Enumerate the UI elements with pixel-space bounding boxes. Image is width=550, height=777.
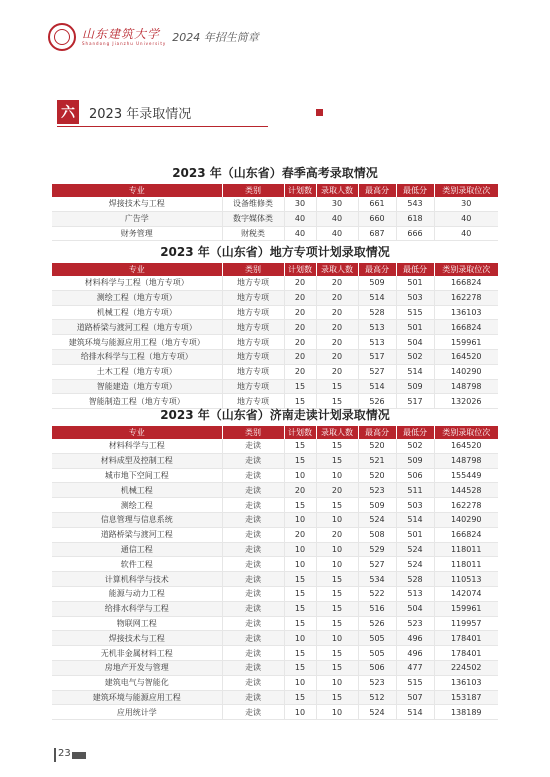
table-cell: 15	[284, 439, 316, 453]
table-cell: 508	[358, 527, 396, 542]
table-header-row	[52, 184, 498, 197]
table-cell: 514	[396, 705, 434, 720]
table-cell: 528	[358, 305, 396, 320]
table-cell: 15	[284, 586, 316, 601]
table-cell: 10	[284, 542, 316, 557]
table-row	[52, 290, 498, 305]
table-cell: 15	[284, 616, 316, 631]
table-cell: 496	[396, 631, 434, 646]
table-row	[52, 335, 498, 350]
table-cell: 505	[358, 631, 396, 646]
table-cell: 信息管理与信息系统	[52, 512, 222, 527]
table-cell: 地方专项	[222, 320, 284, 335]
table2-title: 2023 年（山东省）地方专项计划录取情况	[160, 245, 390, 259]
table-cell: 走读	[222, 512, 284, 527]
table-cell: 测绘工程（地方专项）	[52, 290, 222, 305]
table-cell: 走读	[222, 439, 284, 453]
table-row	[52, 527, 498, 542]
section-square-icon	[316, 109, 323, 116]
table-cell: 无机非金属材料工程	[52, 646, 222, 661]
table-cell: 666	[396, 226, 434, 241]
table-cell: 110513	[434, 572, 498, 587]
table-cell: 走读	[222, 616, 284, 631]
table-cell: 走读	[222, 646, 284, 661]
table-cell: 20	[284, 276, 316, 290]
table-cell: 15	[316, 498, 358, 513]
table-row	[52, 705, 498, 720]
table-cell: 20	[316, 305, 358, 320]
table-cell: 527	[358, 557, 396, 572]
column-header: 录取人数	[316, 184, 358, 197]
table-cell: 148798	[434, 379, 498, 394]
table-cell: 15	[316, 586, 358, 601]
table-cell: 506	[358, 660, 396, 675]
table-cell: 501	[396, 320, 434, 335]
table-cell: 软件工程	[52, 557, 222, 572]
table-cell: 15	[284, 601, 316, 616]
table-cell: 30	[434, 197, 498, 211]
table-cell: 20	[284, 483, 316, 498]
table-cell: 地方专项	[222, 290, 284, 305]
table-cell: 506	[396, 468, 434, 483]
table-cell: 15	[316, 572, 358, 587]
table-cell: 140290	[434, 364, 498, 379]
table-cell: 走读	[222, 631, 284, 646]
table3-title: 2023 年（山东省）济南走读计划录取情况	[160, 408, 390, 422]
jinan-commute-table	[52, 426, 498, 720]
table-cell: 材料科学与工程	[52, 439, 222, 453]
table-row	[52, 379, 498, 394]
table-cell: 513	[358, 335, 396, 350]
table-row	[52, 211, 498, 226]
table-cell: 地方专项	[222, 305, 284, 320]
table-cell: 687	[358, 226, 396, 241]
table-cell: 15	[316, 453, 358, 468]
table-cell: 164520	[434, 439, 498, 453]
table-cell: 509	[358, 276, 396, 290]
table-cell: 496	[396, 646, 434, 661]
table-row	[52, 349, 498, 364]
table-row	[52, 276, 498, 290]
table-cell: 166824	[434, 276, 498, 290]
table-cell: 509	[396, 453, 434, 468]
table-cell: 520	[358, 439, 396, 453]
column-header: 录取人数	[316, 426, 358, 439]
table-cell: 660	[358, 211, 396, 226]
table-row	[52, 542, 498, 557]
table-cell: 机械工程	[52, 483, 222, 498]
table-cell: 40	[434, 211, 498, 226]
table-cell: 材料科学与工程（地方专项）	[52, 276, 222, 290]
table-row	[52, 572, 498, 587]
table-cell: 走读	[222, 660, 284, 675]
table-cell: 数字媒体类	[222, 211, 284, 226]
table-cell: 20	[316, 335, 358, 350]
table-cell: 走读	[222, 468, 284, 483]
table-cell: 15	[284, 690, 316, 705]
column-header: 类别录取位次	[434, 184, 498, 197]
table-cell: 528	[396, 572, 434, 587]
table-cell: 地方专项	[222, 364, 284, 379]
logo-english: Shandong Jianzhu University	[82, 41, 167, 46]
table-cell: 地方专项	[222, 276, 284, 290]
table-cell: 20	[284, 305, 316, 320]
table-cell: 40	[316, 211, 358, 226]
table-cell: 517	[358, 349, 396, 364]
column-header: 录取人数	[316, 263, 358, 276]
table-cell: 建筑环境与能源应用工程（地方专项）	[52, 335, 222, 350]
table-cell: 514	[396, 364, 434, 379]
table-cell: 30	[316, 197, 358, 211]
table-cell: 178401	[434, 631, 498, 646]
table-cell: 10	[316, 705, 358, 720]
table-cell: 建筑环境与能源应用工程	[52, 690, 222, 705]
table-cell: 20	[316, 364, 358, 379]
table-cell: 526	[358, 616, 396, 631]
table-cell: 给排水科学与工程	[52, 601, 222, 616]
table-cell: 527	[358, 364, 396, 379]
table-cell: 10	[316, 631, 358, 646]
table-cell: 224502	[434, 660, 498, 675]
section-title: 2023 年录取情况	[89, 106, 192, 122]
table-row	[52, 646, 498, 661]
table-cell: 517	[396, 394, 434, 409]
column-header: 类别	[222, 426, 284, 439]
table-cell: 15	[284, 453, 316, 468]
table-cell: 504	[396, 601, 434, 616]
table-cell: 40	[284, 211, 316, 226]
university-seal-icon	[48, 23, 76, 51]
table-cell: 20	[284, 320, 316, 335]
table-cell: 20	[316, 320, 358, 335]
table-cell: 10	[284, 675, 316, 690]
table-cell: 15	[316, 439, 358, 453]
table-cell: 534	[358, 572, 396, 587]
table-row	[52, 616, 498, 631]
table-cell: 走读	[222, 705, 284, 720]
table-cell: 136103	[434, 675, 498, 690]
table-cell: 应用统计学	[52, 705, 222, 720]
table-cell: 走读	[222, 498, 284, 513]
footer-bar	[54, 748, 56, 762]
table-cell: 514	[358, 290, 396, 305]
table-row	[52, 498, 498, 513]
column-header: 最高分	[358, 184, 396, 197]
table-cell: 20	[316, 276, 358, 290]
table-cell: 15	[316, 379, 358, 394]
table-cell: 503	[396, 498, 434, 513]
table-cell: 地方专项	[222, 335, 284, 350]
header-title: 2024 年招生简章	[172, 31, 259, 44]
table-cell: 物联网工程	[52, 616, 222, 631]
footer-block	[72, 752, 86, 759]
table-header-row	[52, 263, 498, 276]
table-row	[52, 197, 498, 211]
table-cell: 10	[284, 631, 316, 646]
table-cell: 509	[358, 498, 396, 513]
table-cell: 523	[396, 616, 434, 631]
table-cell: 618	[396, 211, 434, 226]
table-cell: 509	[396, 379, 434, 394]
table-cell: 524	[358, 705, 396, 720]
table-cell: 20	[284, 335, 316, 350]
table-row	[52, 364, 498, 379]
table-cell: 513	[358, 320, 396, 335]
table-cell: 道路桥梁与渡河工程	[52, 527, 222, 542]
table-cell: 10	[284, 512, 316, 527]
column-header: 最高分	[358, 426, 396, 439]
table-cell: 502	[396, 439, 434, 453]
table-cell: 166824	[434, 527, 498, 542]
table-cell: 522	[358, 586, 396, 601]
table-cell: 20	[284, 290, 316, 305]
table-cell: 15	[316, 690, 358, 705]
table-cell: 15	[316, 601, 358, 616]
table-cell: 财务管理	[52, 226, 222, 241]
column-header: 最低分	[396, 184, 434, 197]
table-cell: 走读	[222, 675, 284, 690]
table-cell: 142074	[434, 586, 498, 601]
table-cell: 15	[284, 660, 316, 675]
table-cell: 走读	[222, 557, 284, 572]
table-cell: 504	[396, 335, 434, 350]
table-cell: 526	[358, 394, 396, 409]
table-cell: 507	[396, 690, 434, 705]
table-cell: 118011	[434, 542, 498, 557]
table-cell: 477	[396, 660, 434, 675]
table-cell: 20	[284, 364, 316, 379]
column-header: 最高分	[358, 263, 396, 276]
table-cell: 524	[396, 542, 434, 557]
table-cell: 162278	[434, 290, 498, 305]
table-cell: 15	[284, 572, 316, 587]
table-cell: 建筑电气与智能化	[52, 675, 222, 690]
table-cell: 智能制造工程（地方专项）	[52, 394, 222, 409]
table-cell: 走读	[222, 453, 284, 468]
table-cell: 焊接技术与工程	[52, 197, 222, 211]
table-cell: 20	[284, 349, 316, 364]
table-cell: 材料成型及控制工程	[52, 453, 222, 468]
table-cell: 走读	[222, 572, 284, 587]
column-header: 类别录取位次	[434, 263, 498, 276]
table-cell: 15	[316, 646, 358, 661]
column-header: 计划数	[284, 426, 316, 439]
logo-chinese: 山东建筑大学	[82, 27, 161, 41]
table-row	[52, 453, 498, 468]
table-cell: 543	[396, 197, 434, 211]
table-cell: 走读	[222, 690, 284, 705]
table-cell: 529	[358, 542, 396, 557]
table-cell: 515	[396, 305, 434, 320]
table-cell: 给排水科学与工程（地方专项）	[52, 349, 222, 364]
table-cell: 15	[316, 616, 358, 631]
page-header	[48, 22, 259, 52]
table-cell: 40	[434, 226, 498, 241]
table-cell: 15	[316, 660, 358, 675]
table-cell: 501	[396, 527, 434, 542]
section-heading	[57, 100, 267, 124]
table-row	[52, 690, 498, 705]
table-cell: 514	[358, 379, 396, 394]
table1-title: 2023 年（山东省）春季高考录取情况	[172, 166, 378, 180]
table-cell: 10	[316, 468, 358, 483]
table-row	[52, 439, 498, 453]
table-row	[52, 305, 498, 320]
table-row	[52, 660, 498, 675]
table-cell: 30	[284, 197, 316, 211]
university-logo	[82, 28, 166, 46]
table-cell: 土木工程（地方专项）	[52, 364, 222, 379]
table-cell: 焊接技术与工程	[52, 631, 222, 646]
column-header: 专业	[52, 184, 222, 197]
table-cell: 162278	[434, 498, 498, 513]
table-cell: 521	[358, 453, 396, 468]
table-cell: 511	[396, 483, 434, 498]
table-cell: 20	[316, 483, 358, 498]
table-row	[52, 468, 498, 483]
table-cell: 走读	[222, 483, 284, 498]
table-cell: 503	[396, 290, 434, 305]
column-header: 类别	[222, 263, 284, 276]
table-cell: 505	[358, 646, 396, 661]
table-cell: 机械工程（地方专项）	[52, 305, 222, 320]
page-number: 23	[58, 748, 71, 759]
table-cell: 140290	[434, 512, 498, 527]
table-cell: 20	[316, 527, 358, 542]
table-cell: 524	[358, 512, 396, 527]
table-cell: 502	[396, 349, 434, 364]
column-header: 计划数	[284, 184, 316, 197]
spring-exam-table	[52, 184, 498, 241]
column-header: 专业	[52, 263, 222, 276]
table-cell: 523	[358, 675, 396, 690]
table-cell: 10	[316, 512, 358, 527]
table-cell: 20	[316, 290, 358, 305]
section-divider	[57, 126, 268, 127]
table-cell: 661	[358, 197, 396, 211]
table-cell: 房地产开发与管理	[52, 660, 222, 675]
table-row	[52, 631, 498, 646]
table-cell: 10	[284, 468, 316, 483]
table-row	[52, 226, 498, 241]
table-row	[52, 586, 498, 601]
table-cell: 10	[316, 675, 358, 690]
table-cell: 20	[316, 349, 358, 364]
table-cell: 516	[358, 601, 396, 616]
table-cell: 159961	[434, 601, 498, 616]
table-row	[52, 557, 498, 572]
table-cell: 501	[396, 276, 434, 290]
column-header: 计划数	[284, 263, 316, 276]
table-cell: 144528	[434, 483, 498, 498]
table-header-row	[52, 426, 498, 439]
table-cell: 118011	[434, 557, 498, 572]
table-cell: 15	[284, 646, 316, 661]
table-cell: 153187	[434, 690, 498, 705]
table-cell: 136103	[434, 305, 498, 320]
table-row	[52, 601, 498, 616]
table-row	[52, 675, 498, 690]
table-cell: 广告学	[52, 211, 222, 226]
table-cell: 155449	[434, 468, 498, 483]
table-cell: 15	[284, 379, 316, 394]
table-cell: 523	[358, 483, 396, 498]
table-cell: 515	[396, 675, 434, 690]
table-cell: 走读	[222, 542, 284, 557]
table-cell: 10	[284, 705, 316, 720]
table-cell: 512	[358, 690, 396, 705]
table-row	[52, 512, 498, 527]
table-cell: 513	[396, 586, 434, 601]
table-cell: 能源与动力工程	[52, 586, 222, 601]
table-cell: 159961	[434, 335, 498, 350]
table-cell: 道路桥梁与渡河工程（地方专项）	[52, 320, 222, 335]
table-cell: 城市地下空间工程	[52, 468, 222, 483]
table-cell: 走读	[222, 527, 284, 542]
table-cell: 40	[316, 226, 358, 241]
table-cell: 地方专项	[222, 349, 284, 364]
table-cell: 138189	[434, 705, 498, 720]
table-cell: 地方专项	[222, 394, 284, 409]
table-cell: 40	[284, 226, 316, 241]
table-cell: 520	[358, 468, 396, 483]
table-cell: 设备维修类	[222, 197, 284, 211]
table-cell: 15	[316, 394, 358, 409]
table-cell: 智能建造（地方专项）	[52, 379, 222, 394]
table-row	[52, 483, 498, 498]
table-cell: 地方专项	[222, 379, 284, 394]
table-cell: 财税类	[222, 226, 284, 241]
table-cell: 514	[396, 512, 434, 527]
table-cell: 178401	[434, 646, 498, 661]
table-cell: 10	[316, 542, 358, 557]
table-cell: 20	[284, 527, 316, 542]
table-row	[52, 320, 498, 335]
column-header: 类别录取位次	[434, 426, 498, 439]
table-cell: 164520	[434, 349, 498, 364]
local-special-table	[52, 263, 498, 409]
table-cell: 166824	[434, 320, 498, 335]
column-header: 类别	[222, 184, 284, 197]
column-header: 专业	[52, 426, 222, 439]
table-cell: 524	[396, 557, 434, 572]
section-badge: 六	[57, 100, 79, 124]
table-cell: 148798	[434, 453, 498, 468]
column-header: 最低分	[396, 263, 434, 276]
table-cell: 15	[284, 498, 316, 513]
table-cell: 测绘工程	[52, 498, 222, 513]
table-cell: 10	[284, 557, 316, 572]
table-cell: 通信工程	[52, 542, 222, 557]
table-cell: 走读	[222, 586, 284, 601]
table-cell: 15	[284, 394, 316, 409]
table-cell: 119957	[434, 616, 498, 631]
table-cell: 走读	[222, 601, 284, 616]
column-header: 最低分	[396, 426, 434, 439]
table-cell: 132026	[434, 394, 498, 409]
table-cell: 10	[316, 557, 358, 572]
table-cell: 计算机科学与技术	[52, 572, 222, 587]
